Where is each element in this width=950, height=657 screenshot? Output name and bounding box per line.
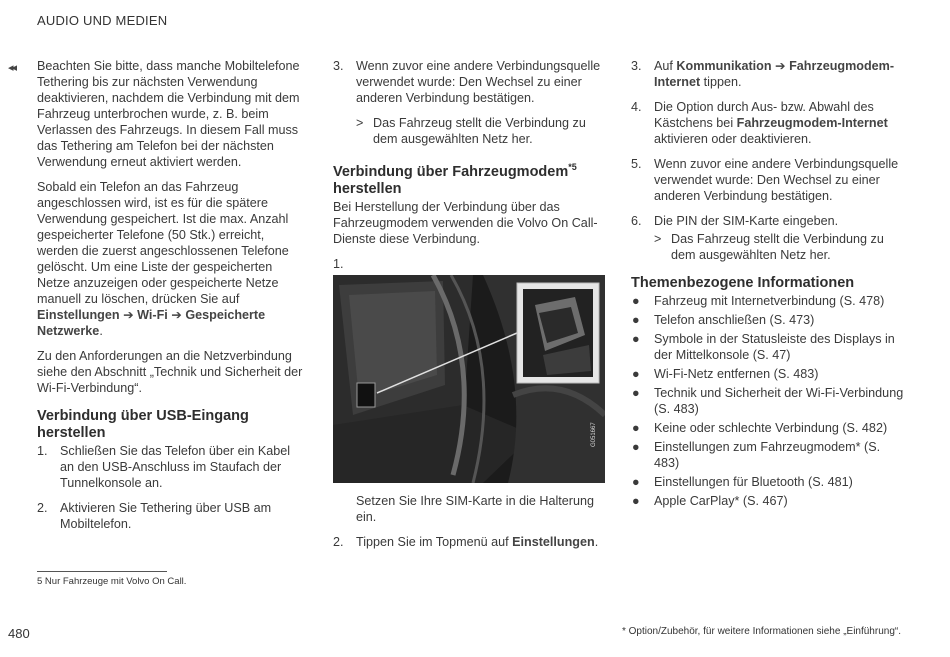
paragraph-end: . xyxy=(99,324,103,338)
figure-code: G051667 xyxy=(591,422,597,447)
paragraph-modem-intro: Bei Herstellung der Verbindung über das Fahrzeugmodem verwenden die Volvo On Call-Dienste diese Verbindung. xyxy=(333,199,598,246)
step-text: Wenn zuvor eine andere Verbindungsquelle verwendet wurde: Den Wechsel zu einer anderen Verbindung bestätigen. xyxy=(356,59,601,105)
modem-step-6 xyxy=(631,213,906,229)
result-arrow-icon: > xyxy=(654,232,662,246)
step-number: 3. xyxy=(631,59,642,73)
bullet-icon: ● xyxy=(632,313,640,327)
related-link[interactable] xyxy=(631,385,906,417)
step-text: Auf xyxy=(654,59,677,73)
step-number: 5. xyxy=(631,157,642,171)
heading-modem xyxy=(333,159,605,198)
heading-usb: Verbindung über USB-Eingang herstellen xyxy=(37,408,249,441)
result-text: Das Fahrzeug stellt die Verbindung zu dem ausgewählten Netz her. xyxy=(373,116,586,146)
bullet-icon: ● xyxy=(632,332,640,346)
footnote-divider xyxy=(37,571,167,572)
related-link-text: Wi-Fi-Netz entfernen (S. 483) xyxy=(654,367,819,381)
related-link[interactable] xyxy=(631,366,906,382)
step-text: Tippen Sie im Topmenü auf xyxy=(356,534,513,549)
modem-step-4 xyxy=(631,99,906,147)
modem-step-2 xyxy=(333,534,605,550)
step-number: 2. xyxy=(333,534,344,549)
bullet-icon: ● xyxy=(632,294,640,308)
footnote-ref: *5 xyxy=(568,162,577,172)
sim-holder-illustration xyxy=(333,275,605,483)
related-link[interactable] xyxy=(631,420,906,436)
result-arrow-icon: > xyxy=(356,116,364,130)
modem-step-5 xyxy=(631,156,906,204)
bullet-icon: ● xyxy=(632,386,640,400)
step-text: Wenn zuvor eine andere Verbindungsquelle verwendet wurde: Den Wechsel zu einer anderen Verbindung bestätigen. xyxy=(654,157,899,203)
related-link[interactable] xyxy=(631,293,906,309)
column-right xyxy=(631,58,906,512)
step-text: Die PIN der SIM-Karte eingeben. xyxy=(654,214,839,228)
heading-text: Verbindung über Fahrzeugmodem xyxy=(333,163,569,180)
page-number: 480 xyxy=(8,626,30,641)
bullet-icon: ● xyxy=(632,494,640,508)
figure-step-number: 1. xyxy=(333,256,344,271)
related-link-text: Technik und Sicherheit der Wi-Fi-Verbindung (S. 483) xyxy=(654,386,904,416)
heading-text-end: herstellen xyxy=(333,180,402,197)
running-header: AUDIO UND MEDIEN xyxy=(37,13,168,28)
step-number: 2. xyxy=(37,501,48,515)
related-link-text: Einstellungen zum Fahrzeugmodem* (S. 483) xyxy=(654,440,881,470)
result-text: Das Fahrzeug stellt die Verbindung zu dem ausgewählten Netz her. xyxy=(671,232,884,262)
usb-step-2 xyxy=(37,500,305,532)
modem-step-3 xyxy=(631,58,906,90)
related-link[interactable] xyxy=(631,439,906,471)
bullet-icon: ● xyxy=(632,440,640,454)
step-number: 3. xyxy=(333,59,344,73)
related-link[interactable] xyxy=(631,474,906,490)
menu-path: Einstellungen ➔ Wi-Fi ➔ Gespeicherte Netzwerke xyxy=(37,308,266,338)
step-number: 4. xyxy=(631,100,642,114)
related-link[interactable] xyxy=(631,493,906,509)
step-result xyxy=(631,231,906,263)
step-text: Schließen Sie das Telefon über ein Kabel an den USB-Anschluss im Staufach der Tunnelkonsole an. xyxy=(60,444,291,490)
usb-step-3 xyxy=(333,58,605,106)
related-link-text: Telefon anschließen (S. 473) xyxy=(654,313,815,327)
heading-related: Themenbezogene Informationen xyxy=(631,275,855,291)
step-bold: Kommunikation ➔ Fahrzeugmodem-Internet xyxy=(654,59,895,89)
paragraph-text: Sobald ein Telefon an das Fahrzeug angeschlossen wird, ist es für die spätere Verwendung gespeichert. Ist die max. Anzahl gespeicherter Telefone (50 Stk.) erreicht, werden die zuerst angeschlossenen Telefone gelöscht. Um eine Liste der gespeicherten Netze anzuzeigen oder gespeicherte Netze manuell zu löschen, drücken Sie auf xyxy=(37,180,289,306)
step-end: tippen. xyxy=(700,75,742,89)
step-end: aktivieren oder deaktivieren. xyxy=(654,132,812,146)
step-end: . xyxy=(594,534,599,549)
related-link-text: Apple CarPlay* (S. 467) xyxy=(654,494,788,508)
related-link[interactable] xyxy=(631,331,906,363)
step-bold: Fahrzeugmodem-Internet xyxy=(736,116,888,130)
step-number: 6. xyxy=(631,214,642,228)
column-left xyxy=(37,58,305,541)
bullet-icon: ● xyxy=(632,421,640,435)
trunk-image xyxy=(333,275,605,483)
step-number: 1. xyxy=(37,444,48,458)
paragraph-saved-phones xyxy=(37,179,305,339)
related-link-text: Einstellungen für Bluetooth (S. 481) xyxy=(654,475,853,489)
step-text: Aktivieren Sie Tethering über USB am Mobiltelefon. xyxy=(60,501,272,531)
step-text: Die Option durch Aus- bzw. Abwahl des Kästchens bei xyxy=(654,100,874,130)
column-middle xyxy=(333,58,605,559)
bullet-icon: ● xyxy=(632,475,640,489)
related-link[interactable] xyxy=(631,312,906,328)
bullet-icon: ● xyxy=(632,367,640,381)
related-link-text: Fahrzeug mit Internetverbindung (S. 478) xyxy=(654,294,885,308)
footnote: 5 Nur Fahrzeuge mit Volvo On Call. xyxy=(37,576,187,587)
related-link-text: Keine oder schlechte Verbindung (S. 482) xyxy=(654,421,888,435)
step-result xyxy=(333,115,605,147)
continuation-marker-icon: ◂◂ xyxy=(8,62,16,74)
step-bold: Einstellungen xyxy=(512,534,595,549)
usb-step-1 xyxy=(37,443,305,491)
footer-note: * Option/Zubehör, für weitere Informationen siehe „Einführung“. xyxy=(621,626,901,637)
paragraph-requirements: Zu den Anforderungen an die Netzverbindung siehe den Abschnitt „Technik und Sicherheit der Wi-Fi-Verbindung“. xyxy=(37,349,303,395)
related-link-text: Symbole in der Statusleiste des Displays in der Mittelkonsole (S. 47) xyxy=(654,332,895,362)
paragraph-tethering: Beachten Sie bitte, dass manche Mobiltelefone Tethering bis zur nächsten Verwendung deaktivieren, nachdem die Verbindung mit dem Fahrzeug unterbrochen wurde, z. B. beim Verlassen des Fahrzeugs. In diesem Fall muss das Tethering am Telefon bei der nächsten Verwendung erneut aktiviert werden. xyxy=(37,59,300,169)
figure-caption: Setzen Sie Ihre SIM-Karte in die Halterung ein. xyxy=(356,493,595,524)
